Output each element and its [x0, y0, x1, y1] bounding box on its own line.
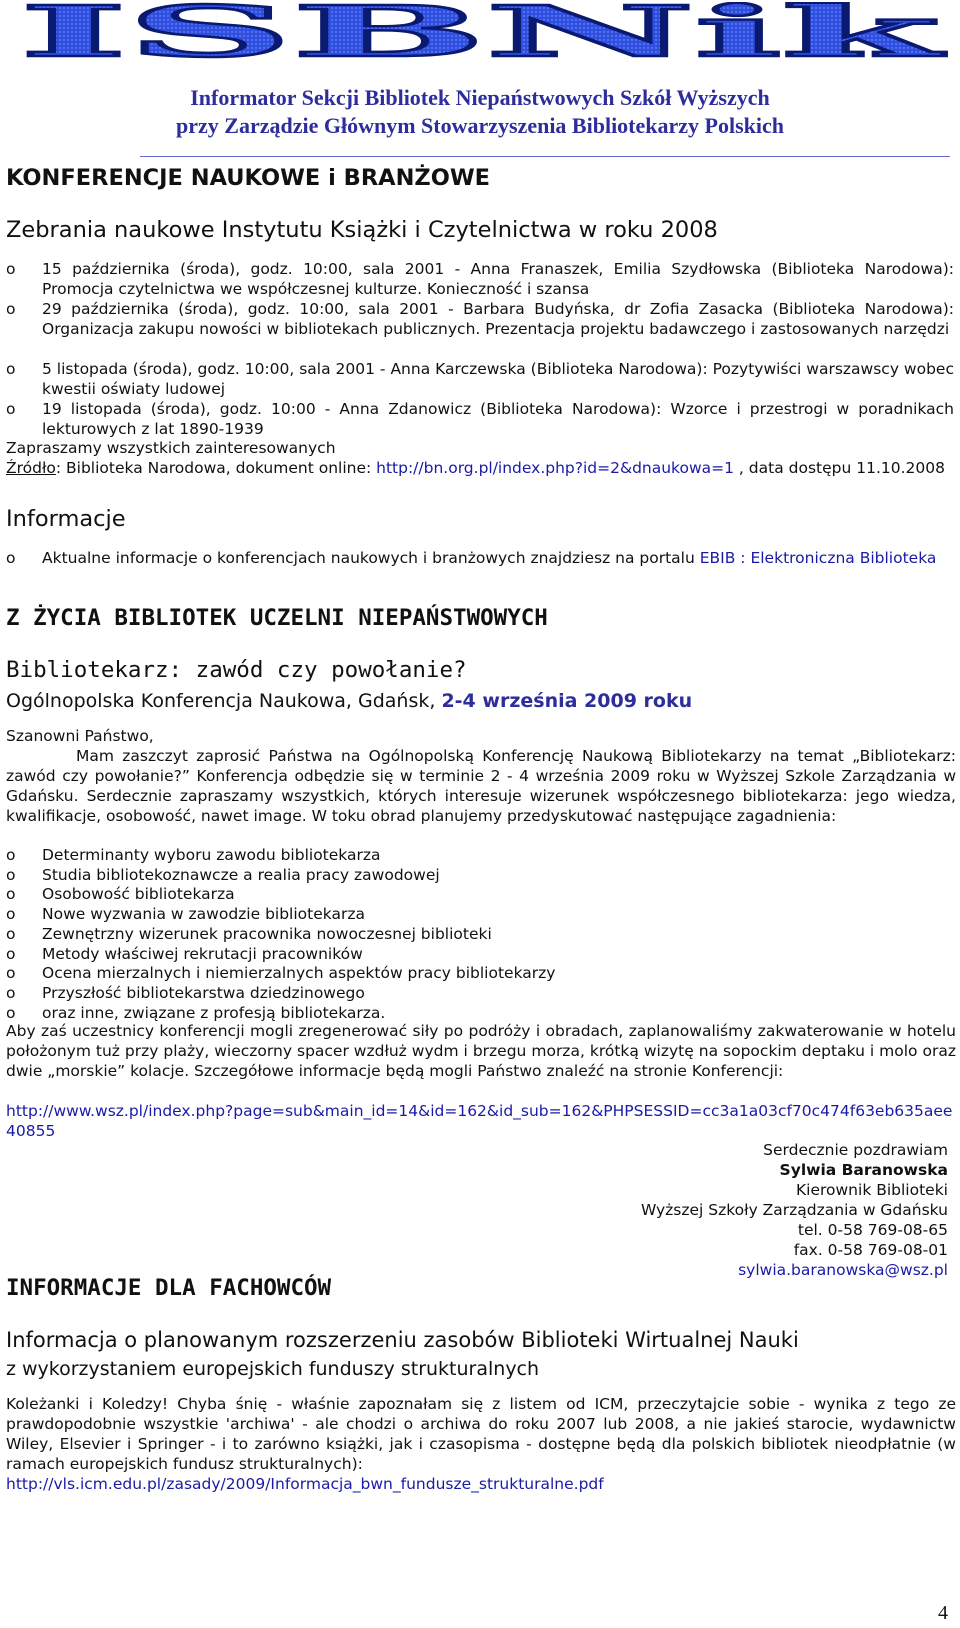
signature-org: Wyższej Szkoły Zarządzania w Gdańsku [640, 1201, 948, 1219]
topic-text: Ocena mierzalnych i niemierzalnych aspektów pracy bibliotekarzy [42, 964, 556, 983]
closing-paragraph: Aby zaś uczestnicy konferencji mogli zregenerować siły po podróży i obradach, zaplanowaliśmy zakwaterowanie w hotelu położonym tuż przy plaży, wieczorny spacer wzdłuż wydm i brzegu morza, krótką wizytę na sopockim deptaku i molo oraz dwie „morskie” kolacje. Szczegółowe informacje będą mogli Państwo znaleźć na stronie Konferencji: [6, 1022, 956, 1080]
topic-text: Metody właściwej rekrutacji pracowników [42, 944, 363, 963]
topic-text: Przyszłość bibliotekarstwa dziedzinowego [42, 983, 365, 1002]
bullet-icon: o [6, 260, 16, 278]
topic-item [6, 944, 954, 964]
section-heading-conferences: KONFERENCJE NAUKOWE i BRANŻOWE [6, 165, 491, 191]
list-item [6, 299, 954, 339]
topic-text: oraz inne, związane z profesją bibliotekarza. [42, 1003, 386, 1022]
professionals-link[interactable]: http://vls.icm.edu.pl/zasady/2009/Informacja_bwn_fundusze_strukturalne.pdf [6, 1475, 604, 1493]
isbnik-logo [10, 2, 950, 62]
greeting: Szanowni Państwo, [6, 727, 154, 745]
signature-tel: tel. 0-58 769-08-65 [797, 1221, 948, 1239]
bullet-icon: o [6, 905, 16, 924]
bullet-icon: o [6, 846, 16, 864]
page-number: 4 [938, 1602, 948, 1624]
topic-item [6, 865, 954, 885]
invitation-paragraph: Mam zaszczyt zaprosić Państwa na Ogólnopolską Konferencję Naukową Bibliotekarzy na temat „Bibliotekarz: zawód czy powołanie?” Konferencja odbędzie się w terminie 2 - 4 września 2009 roku w Wyższej Szkole Zarządzania w Gdańsku. Serdecznie zapraszamy wszystkich, których interesuje wizerunek współczesnego bibliotekarza: jego wiedza, kwalifikacje, osobowość, nawet image. W toku obrad planujemy przedyskutować następujące zagadnienia: [6, 747, 956, 825]
list-item-text: 19 listopada (środa), godz. 10:00 - Anna Zdanowicz (Biblioteka Narodowa): Wzorce i przestrogi w poradnikach lekturowych z lat 1890-1939 [42, 400, 954, 438]
list-item-text [42, 548, 954, 568]
bullet-icon: o [6, 400, 16, 418]
list-item-text: 15 października (środa), godz. 10:00, sala 2001 - Anna Franaszek, Emilia Szydłowska (Biblioteka Narodowa): Promocja czytelnictwa we współczesnej kulturze. Konieczność i szansa [42, 260, 954, 298]
bullet-icon: o [6, 300, 16, 318]
signature-name: Sylwia Baranowska [779, 1161, 948, 1179]
topic-item [6, 904, 954, 924]
topic-text: Nowe wyzwania w zawodzie bibliotekarza [42, 905, 365, 924]
topic-text: Determinanty wyboru zawodu bibliotekarza [42, 846, 381, 864]
conference-date: 2-4 września 2009 roku [441, 690, 693, 712]
list-item-text: 5 listopada (środa), godz. 10:00, sala 2001 - Anna Karczewska (Biblioteka Narodowa): Pozytywiści warszawscy wobec kwestii oświaty ludowej [42, 360, 954, 398]
signature-regards: Serdecznie pozdrawiam [763, 1141, 948, 1159]
source-line [6, 458, 956, 478]
library-life-title: Bibliotekarz: zawód czy powołanie? [6, 657, 467, 683]
ebib-link[interactable]: EBIB : Elektroniczna Biblioteka [699, 549, 937, 567]
bullet-icon: o [6, 983, 16, 1002]
topic-item [6, 1003, 954, 1023]
bullet-icon: o [6, 964, 16, 983]
bullet-icon: o [6, 360, 16, 378]
section-heading-professionals: INFORMACJE DLA FACHOWCÓW [6, 1275, 332, 1301]
signature-email[interactable]: sylwia.baranowska@wsz.pl [738, 1261, 948, 1279]
topic-item [6, 963, 954, 983]
signature-block [641, 1140, 948, 1280]
conference-name: Ogólnopolska Konferencja Naukowa, Gdańsk, [6, 690, 442, 712]
topic-item [6, 924, 954, 944]
signature-fax: fax. 0-58 769-08-01 [793, 1241, 948, 1259]
bullet-icon: o [6, 549, 16, 567]
bullet-icon: o [6, 924, 16, 943]
professionals-title-2: z wykorzystaniem europejskich funduszy strukturalnych [6, 1358, 540, 1380]
list-item [6, 548, 954, 568]
conferences-subheading: Zebrania naukowe Instytutu Książki i Czytelnictwa w roku 2008 [6, 217, 718, 243]
topic-item [6, 845, 954, 865]
conference-line [6, 689, 956, 713]
bullet-icon: o [6, 1003, 16, 1022]
info-item-text: Aktualne informacje o konferencjach naukowych i branżowych znajdziesz na portalu [42, 549, 700, 567]
topic-text: Osobowość bibliotekarza [42, 885, 235, 904]
masthead-divider [140, 156, 950, 157]
section-heading-library-life: Z ŻYCIA BIBLIOTEK UCZELNI NIEPAŃSTWOWYCH [6, 605, 548, 631]
topic-item [6, 884, 954, 904]
source-text: : Biblioteka Narodowa, dokument online: [55, 459, 377, 477]
bullet-icon: o [6, 865, 16, 884]
source-date: , data dostępu 11.10.2008 [734, 459, 945, 477]
logo-text: ISBNik [20, 2, 945, 62]
bullet-icon: o [6, 885, 16, 904]
list-item [6, 359, 954, 399]
source-label: Źródło [6, 459, 56, 477]
list-item-text: 29 października (środa), godz. 10:00, sala 2001 - Barbara Budyńska, dr Zofia Zasacka (Biblioteka Narodowa): Organizacja zakupu nowości w bibliotekach publicznych. Prezentacja projektu badawczego i zastosowanych narzędzi [42, 300, 954, 338]
masthead-subtitle-2: przy Zarządzie Głównym Stowarzyszenia Bibliotekarzy Polskich [176, 113, 784, 138]
signature-role: Kierownik Biblioteki [795, 1181, 948, 1199]
list-item [6, 399, 954, 439]
topic-text: Studia bibliotekoznawcze a realia pracy zawodowej [42, 865, 440, 884]
professionals-title-1: Informacja o planowanym rozszerzeniu zasobów Biblioteki Wirtualnej Nauki [6, 1328, 799, 1352]
conference-link[interactable]: http://www.wsz.pl/index.php?page=sub&main_id=14&id=162&id_sub=162&PHPSESSID=cc3a1a03cf70c474f63eb635aee40855 [6, 1102, 953, 1140]
list-item [6, 259, 954, 299]
info-heading: Informacje [6, 506, 126, 532]
topic-item [6, 983, 954, 1003]
invite-text: Zapraszamy wszystkich zainteresowanych [6, 439, 336, 457]
professionals-paragraph: Koleżanki i Koledzy! Chyba śnię - właśnie zapoznałam się z listem od ICM, przeczytajcie sobie - wynika z tego ze prawdopodobnie wszystkie 'archiwa' - ale chodzi o archiwa do roku 2007 lub 2008, a nie jakieś starocie, wydawnictw Wiley, Elsevier i Springer - i to zarówno książki, jak i czasopisma - dostępne będą dla polskich bibliotek nieodpłatnie (w ramach europejskich fundusz strukturalnych): [6, 1395, 956, 1473]
bullet-icon: o [6, 944, 16, 963]
source-link[interactable]: http://bn.org.pl/index.php?id=2&dnaukowa=1 [376, 459, 734, 477]
topic-text: Zewnętrzny wizerunek pracownika nowoczesnej biblioteki [42, 924, 492, 943]
masthead-subtitle-1: Informator Sekcji Bibliotek Niepaństwowych Szkół Wyższych [190, 85, 770, 110]
